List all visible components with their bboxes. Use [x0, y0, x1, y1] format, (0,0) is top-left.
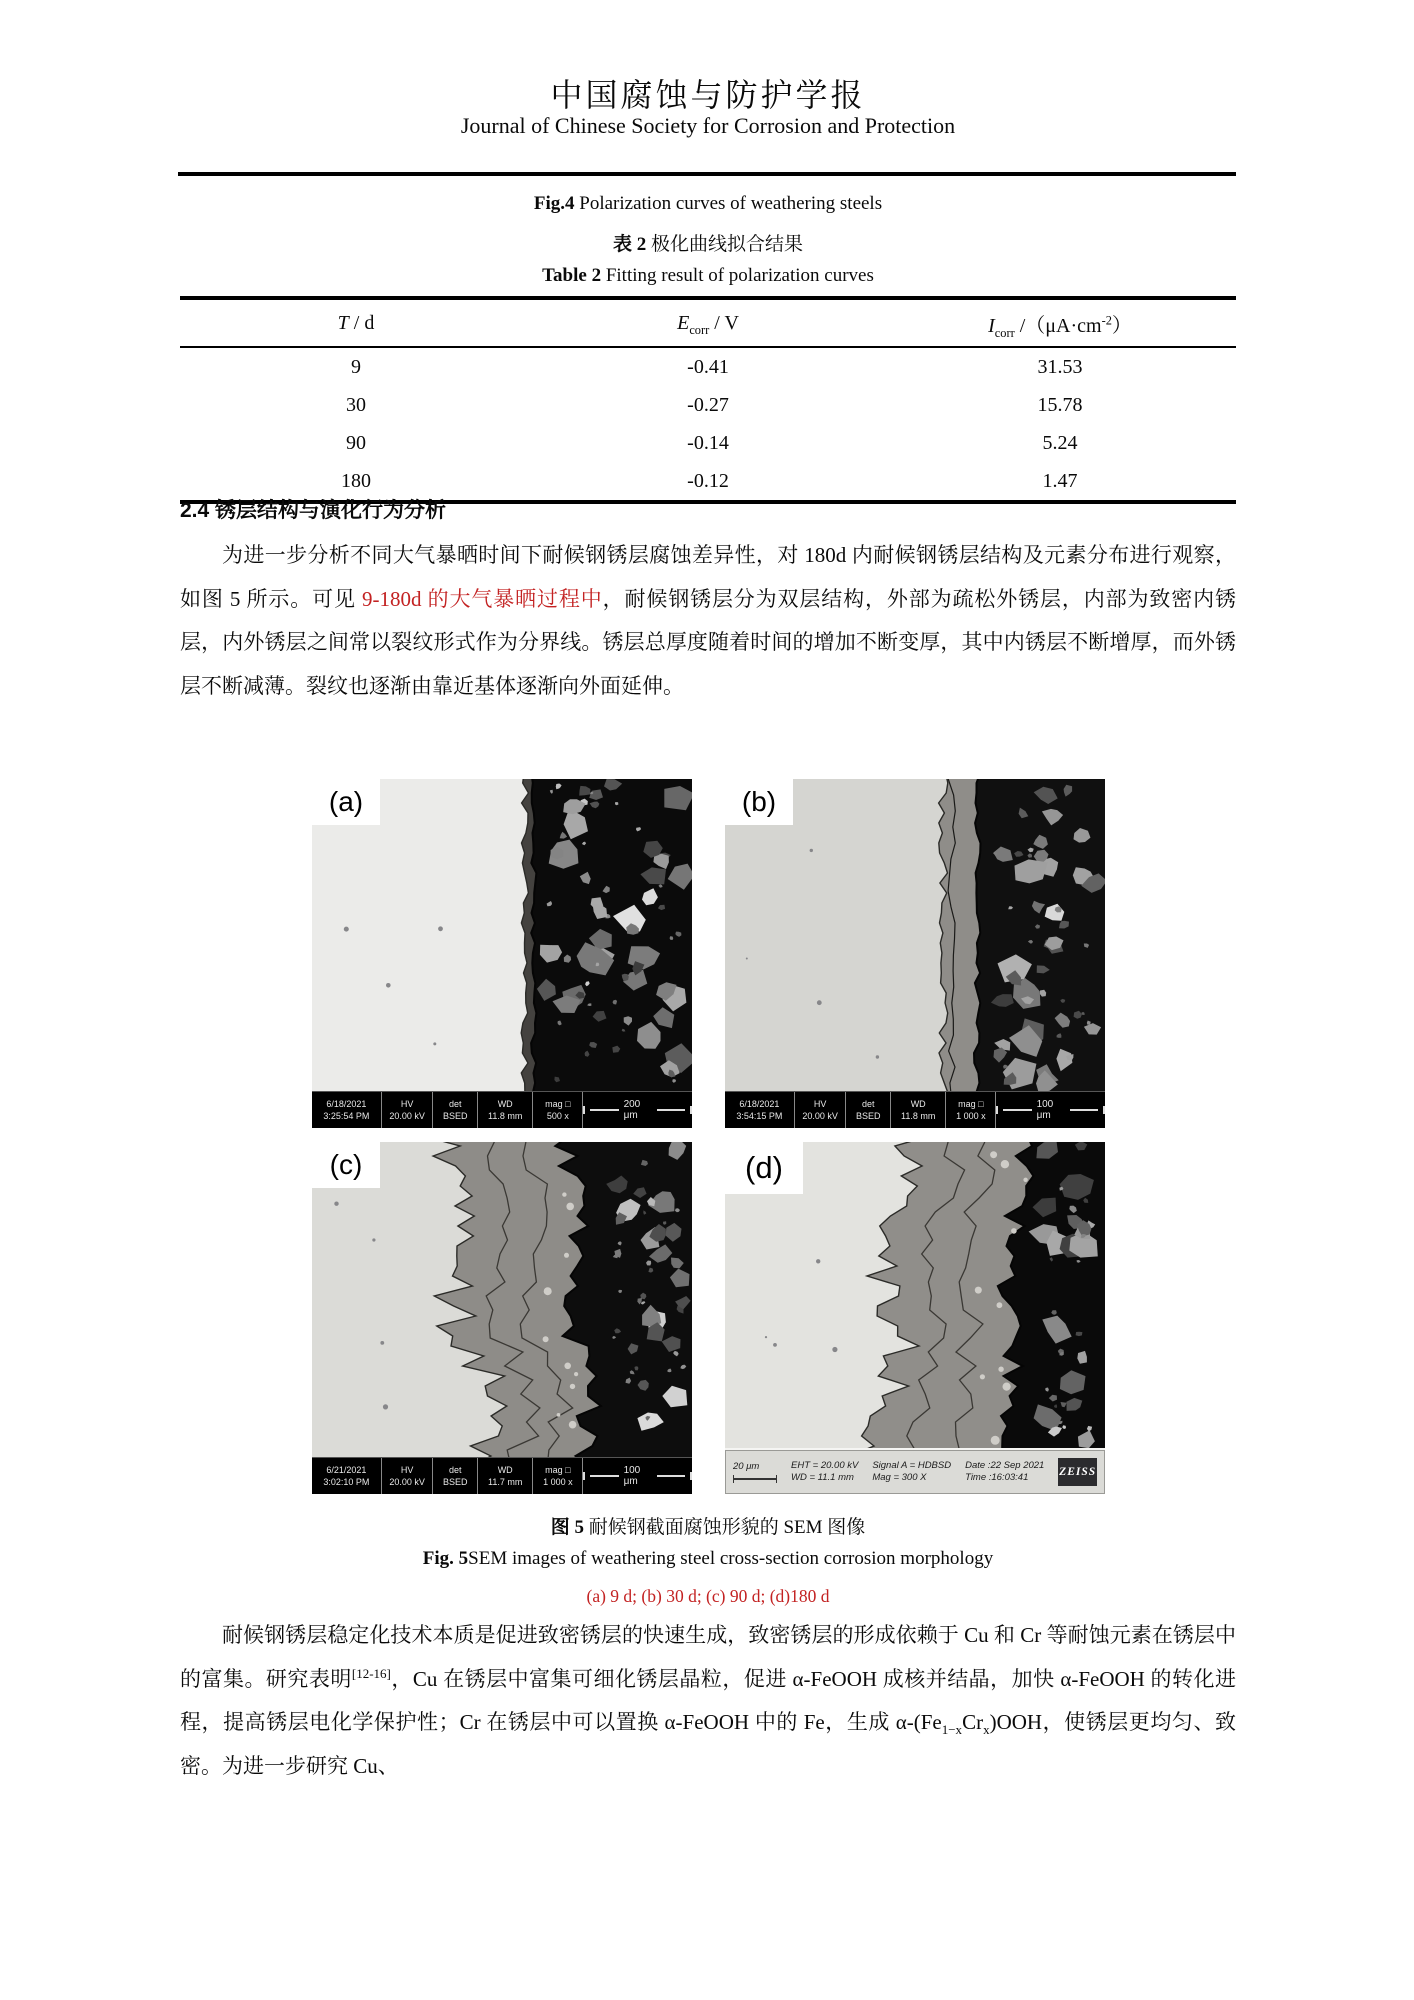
- sem-meta-value: Mag = 300 X: [872, 1472, 927, 1483]
- scale-line: [657, 1109, 686, 1111]
- sem-meta-label: HV: [400, 1099, 414, 1109]
- fig4-caption: [180, 193, 1236, 215]
- text-segment: Fig.4: [533, 193, 575, 214]
- scale-label: 200 μm: [623, 1099, 641, 1121]
- text-segment: corr: [689, 322, 710, 337]
- sem-meta-label: WD: [497, 1465, 513, 1475]
- scale-line: [590, 1475, 619, 1477]
- zeiss-logo: ZEISS: [1058, 1458, 1097, 1486]
- text-segment: [12-16]: [351, 1665, 391, 1681]
- sem-meta-label: WD: [497, 1099, 513, 1109]
- table2-col-icorr: [884, 298, 1236, 347]
- sem-meta-label: 6/21/2021: [326, 1465, 367, 1475]
- sem-meta-value: 11.8 mm: [901, 1111, 936, 1121]
- sem-meta-cell: [795, 1092, 847, 1128]
- text-segment: T: [337, 311, 349, 334]
- sem-micrograph-a: [312, 779, 692, 1128]
- sem-meta-value: 3:25:54 PM: [323, 1111, 370, 1121]
- sem-info-bar: [725, 1448, 1105, 1494]
- text-segment: 1−x: [941, 1722, 963, 1738]
- sem-meta-cell: [382, 1458, 434, 1494]
- text-segment: /（μA·cm: [1014, 314, 1102, 337]
- sem-panel-b: [725, 779, 1105, 1128]
- sem-meta-value: 20.00 kV: [389, 1111, 425, 1121]
- sem-meta-cell: [312, 1458, 382, 1494]
- text-segment: SEM images of weathering steel cross-section corrosion morphology: [468, 1548, 994, 1569]
- scale-line: [1003, 1109, 1032, 1111]
- text-segment: Polarization curves of weathering steels: [574, 193, 883, 214]
- table-cell: 1.47: [1042, 469, 1078, 492]
- text-segment: )OOH，使锈层更均匀、致密。为进一步研究 Cu、: [180, 1710, 1236, 1778]
- sem-meta-value: 11.7 mm: [488, 1477, 523, 1487]
- table2-col-ecorr: [532, 298, 884, 347]
- text-segment: I: [988, 314, 995, 337]
- table2-header-row: [180, 298, 1236, 347]
- fig5-caption-zh: [180, 1512, 1236, 1539]
- table-cell: -0.27: [687, 393, 729, 416]
- sem-meta-value: 1 000 x: [543, 1477, 573, 1487]
- sem-meta-label: mag □: [545, 1099, 571, 1109]
- text-segment: Table 2: [542, 265, 602, 286]
- table2-col-time: [180, 298, 532, 347]
- sem-meta-cell: [872, 1460, 951, 1484]
- sem-meta-value: Time :16:03:41: [965, 1472, 1029, 1483]
- sem-meta-cell: [791, 1460, 858, 1484]
- table-cell: -0.12: [687, 469, 729, 492]
- sem-panel-label: (c): [312, 1142, 380, 1188]
- sem-meta-cell: [433, 1092, 478, 1128]
- text-segment: 极化曲线拟合结果: [646, 234, 804, 255]
- journal-title-en: Journal of Chinese Society for Corrosion and Protection: [460, 113, 956, 138]
- sem-meta-label: EHT = 20.00 kV: [791, 1460, 859, 1471]
- text-segment: / d: [348, 311, 375, 334]
- scale-bar: [583, 1458, 692, 1494]
- text-segment: ，耐候钢锈层分为双层结构，外部为疏松外锈层，内部为致密内锈层，内外锈层之间常以裂纹形式作为分界线。锈层总厚度随着时间的增加不断变厚，其中内锈层不断增厚，而外锈层不断减薄。裂纹也逐渐由靠近基体逐渐向外面延伸。: [180, 586, 1237, 698]
- text-segment: 耐候钢截面腐蚀形貌的 SEM 图像: [583, 1517, 866, 1538]
- table-row: [180, 386, 1236, 424]
- sem-meta-label: det: [448, 1099, 462, 1109]
- scale-line: [590, 1109, 619, 1111]
- sem-meta-label: Date :22 Sep 2021: [965, 1460, 1045, 1471]
- sem-info-bar: [725, 1091, 1105, 1128]
- journal-title-zh: 中国腐蚀与防护学报: [550, 77, 866, 113]
- sem-meta-cell: [891, 1092, 946, 1128]
- table-cell: 90: [346, 431, 366, 454]
- scale-tick: [583, 1472, 585, 1480]
- sem-info-bar: [312, 1457, 692, 1494]
- sem-meta-value: 11.8 mm: [488, 1111, 523, 1121]
- table2: [180, 296, 1236, 504]
- sem-meta-value: 20.00 kV: [389, 1477, 425, 1487]
- sem-panel-c: [312, 1142, 692, 1494]
- sem-meta-value: 3:54:15 PM: [736, 1111, 783, 1121]
- text-segment: 为进一步分析不同大气暴晒时间下耐候钢锈层腐蚀差异性，对 180d 内耐候钢锈层结构及元素分布进行观察，如图 5 所示。可见: [180, 543, 1236, 611]
- sem-micrograph-c: [312, 1142, 692, 1494]
- section-heading-2-4: 2.4 锈层结构与演化行为分析: [180, 499, 447, 522]
- sem-meta-label: HV: [400, 1465, 414, 1475]
- sem-meta-value: 3:02:10 PM: [323, 1477, 370, 1487]
- sem-meta-value: 500 x: [546, 1111, 569, 1121]
- sem-meta-label: Signal A = HDBSD: [872, 1460, 952, 1471]
- fig5-subcaption: (a) 9 d; (b) 30 d; (c) 90 d; (d)180 d: [586, 1586, 830, 1606]
- sem-info-bar: [312, 1091, 692, 1128]
- sem-meta-cell: [946, 1092, 996, 1128]
- sem-meta-cell: [478, 1092, 533, 1128]
- sem-meta-label: 6/18/2021: [739, 1099, 780, 1109]
- paragraph-rust-structure: [180, 534, 1236, 708]
- text-segment: ）: [1111, 314, 1132, 337]
- scale-tick: [690, 1106, 692, 1114]
- table-cell: 15.78: [1037, 393, 1083, 416]
- sem-panel-label: (b): [725, 779, 793, 825]
- scale-tick: [1103, 1106, 1105, 1114]
- sem-meta-value: 20.00 kV: [802, 1111, 838, 1121]
- table-cell: 5.24: [1042, 431, 1078, 454]
- scale-tick: [583, 1106, 585, 1114]
- table2-caption-zh: [180, 229, 1236, 256]
- sem-meta-value: BSED: [855, 1111, 881, 1121]
- scale-bar: [583, 1092, 692, 1128]
- text-segment: 图 5: [550, 1517, 584, 1538]
- scale-tick: [996, 1106, 998, 1114]
- sem-micrograph-d: [725, 1142, 1105, 1494]
- sem-panel-d: [725, 1142, 1105, 1494]
- paragraph-stabilization: [180, 1614, 1236, 1788]
- sem-panel-a: [312, 779, 692, 1128]
- sem-meta-cell: [725, 1092, 795, 1128]
- table-row: [180, 347, 1236, 386]
- text-segment: Fitting result of polarization curves: [601, 265, 874, 286]
- scale-line: [1070, 1109, 1099, 1111]
- sem-micrograph-b: [725, 779, 1105, 1128]
- text-segment: x: [983, 1722, 990, 1738]
- table-cell: 9: [351, 355, 361, 378]
- sem-meta-cell: [478, 1458, 533, 1494]
- text-segment: 表 2: [612, 234, 647, 255]
- text-segment: 耐候钢锈层稳定化技术本质是促进致密锈层的快速生成，致密锈层的形成依赖于 Cu 和 Cr 等耐蚀元素在锈层中的富集。研究表明: [180, 1623, 1236, 1691]
- sem-panel-label: (a): [312, 779, 380, 825]
- fig5-caption-en: [180, 1548, 1236, 1570]
- header-rule: [178, 172, 1236, 176]
- text-segment: Cr: [962, 1710, 984, 1734]
- table-row: [180, 424, 1236, 462]
- sem-meta-label: WD: [910, 1099, 926, 1109]
- text-segment: ，Cu 在锈层中富集可细化锈层晶粒，促进 α-FeOOH 成核并结晶，加快 α-FeOOH 的转化进程，提高锈层电化学保护性；Cr 在锈层中可以置换 α-FeOOH 中的 Fe，生成 α-(Fe: [180, 1666, 1236, 1734]
- sem-meta-cell: [433, 1458, 478, 1494]
- sem-meta-cell: [312, 1092, 382, 1128]
- sem-meta-label: det: [861, 1099, 875, 1109]
- scale-bar: [733, 1461, 777, 1483]
- sem-panel-label: (d): [725, 1142, 803, 1194]
- scale-tick: [690, 1472, 692, 1480]
- text-segment: E: [677, 311, 690, 334]
- text-segment: -2: [1101, 312, 1112, 327]
- sem-meta-label: mag □: [958, 1099, 984, 1109]
- table-cell: 180: [341, 469, 371, 492]
- sem-meta-label: det: [448, 1465, 462, 1475]
- table-cell: 30: [346, 393, 366, 416]
- sem-meta-cell: [382, 1092, 434, 1128]
- text-segment: Fig. 5: [422, 1548, 469, 1569]
- scale-line: [733, 1475, 777, 1483]
- text-segment: 9-180d 的大气暴晒过程中: [361, 586, 603, 611]
- sem-meta-value: BSED: [442, 1477, 468, 1487]
- scale-label: 100 μm: [623, 1465, 641, 1487]
- sem-meta-cell: [533, 1458, 583, 1494]
- table-cell: -0.14: [687, 431, 729, 454]
- sem-meta-label: 6/18/2021: [326, 1099, 367, 1109]
- scale-label: 100 μm: [1036, 1099, 1054, 1121]
- sem-meta-value: BSED: [442, 1111, 468, 1121]
- scale-label: 20 μm: [733, 1461, 760, 1472]
- table2-body: [180, 347, 1236, 502]
- table-cell: 31.53: [1037, 355, 1083, 378]
- sem-meta-label: mag □: [545, 1465, 571, 1475]
- sem-meta-label: HV: [813, 1099, 827, 1109]
- scale-bar: [996, 1092, 1105, 1128]
- sem-meta-cell: [846, 1092, 891, 1128]
- sem-meta-cell: [965, 1460, 1044, 1484]
- text-segment: corr: [994, 325, 1015, 340]
- text-segment: / V: [709, 311, 739, 334]
- sem-meta-value: WD = 11.1 mm: [791, 1472, 854, 1483]
- table-cell: -0.41: [687, 355, 729, 378]
- table2-caption-en: [180, 265, 1236, 287]
- sem-meta-value: 1 000 x: [956, 1111, 986, 1121]
- scale-line: [657, 1475, 686, 1477]
- sem-meta-cell: [533, 1092, 583, 1128]
